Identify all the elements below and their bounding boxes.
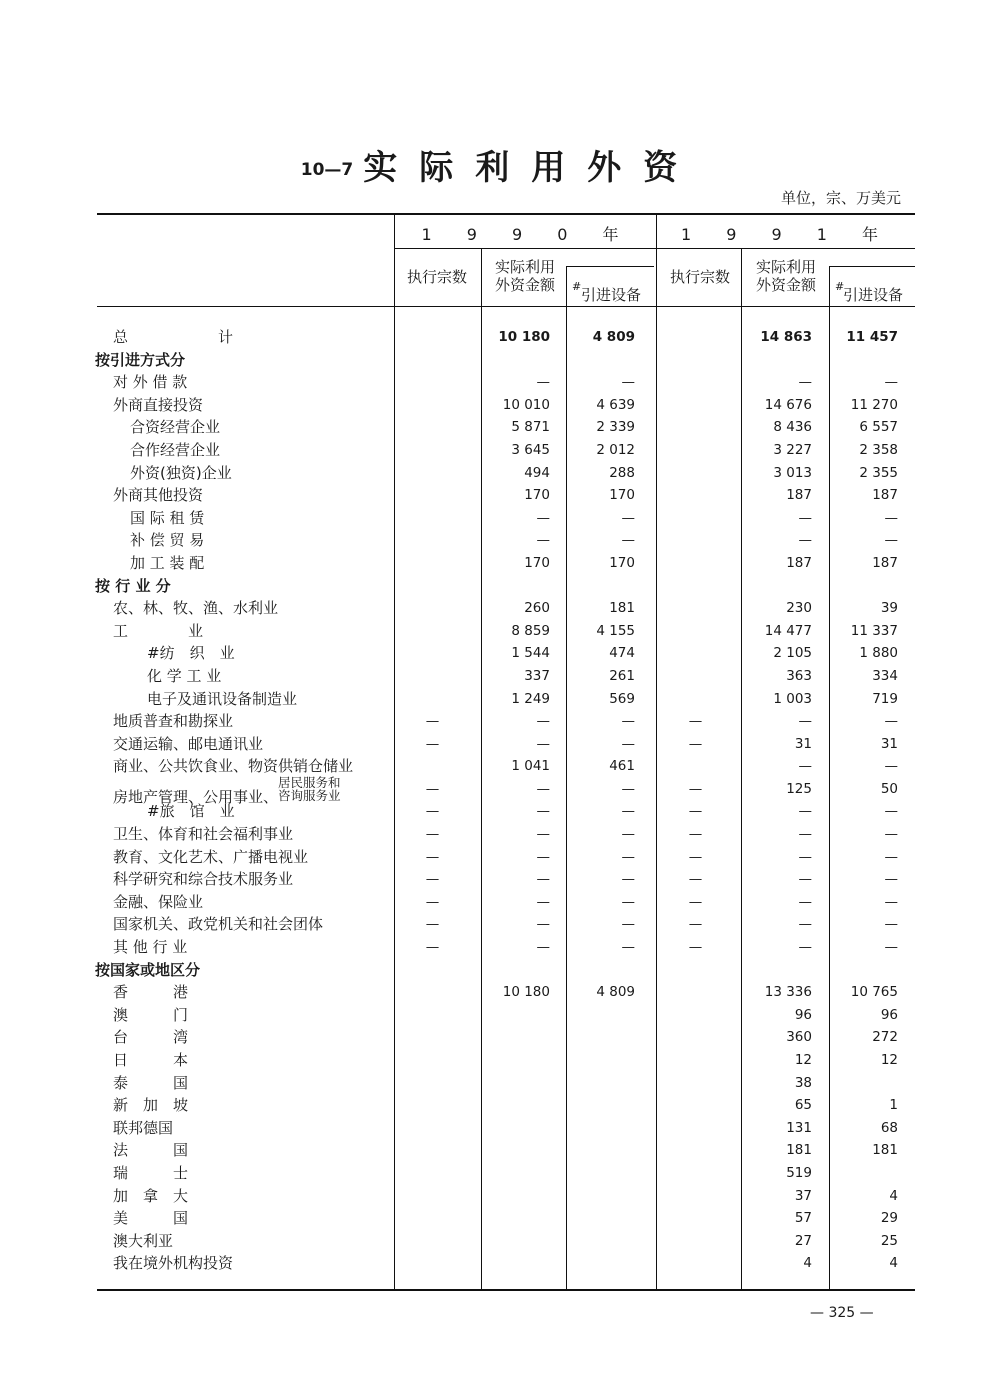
cases-1991-cell: — — [688, 893, 703, 910]
table-row — [0, 800, 1000, 823]
equip-subrule-1 — [566, 266, 654, 267]
top-rule — [97, 213, 915, 215]
equipment-1990-cell: 4 155 — [596, 622, 635, 639]
table-row — [0, 597, 1000, 620]
table-row — [0, 913, 1000, 936]
amount-1990-cell: — — [536, 826, 550, 843]
equipment-1991-cell: 68 — [880, 1119, 898, 1136]
amount-1991-cell: 65 — [794, 1097, 812, 1114]
equipment-1990-cell: 2 339 — [596, 419, 635, 436]
amount-1990-cell: 3 645 — [511, 441, 550, 458]
table-number: 10—7 — [300, 160, 354, 180]
table-row — [0, 1207, 1000, 1230]
row-label: 新 加 坡 — [113, 1096, 189, 1115]
amount-header-1991 — [744, 258, 828, 294]
equipment-1990-cell: — — [621, 735, 635, 752]
cases-1990-cell: — — [425, 826, 440, 843]
table-row — [0, 1004, 1000, 1027]
amount-1991-cell: — — [798, 803, 812, 820]
equipment-1991-cell: 25 — [880, 1232, 898, 1249]
amount-1991-cell: 3 013 — [773, 464, 812, 481]
table-row — [0, 774, 1000, 806]
equipment-1991-cell: — — [884, 509, 898, 526]
equipment-1990-cell: 261 — [609, 667, 635, 684]
bottom-rule — [97, 1289, 915, 1291]
row-label: 对 外 借 款 — [113, 373, 188, 392]
amount-1991-cell: 187 — [786, 487, 812, 504]
equipment-1990-cell: 474 — [609, 645, 635, 662]
amount-header-line1: 实际利用 — [494, 258, 555, 276]
table-row — [0, 416, 1000, 439]
amount-1991-cell: — — [798, 939, 812, 956]
equipment-1991-cell: 4 — [889, 1255, 898, 1272]
amount-1990-cell: 260 — [524, 600, 550, 617]
equipment-1990-cell: 288 — [609, 464, 635, 481]
amount-1990-cell: 170 — [524, 554, 550, 571]
equipment-1991-cell: — — [884, 893, 898, 910]
table-row — [0, 1230, 1000, 1253]
cases-1990-cell: — — [425, 848, 440, 865]
equipment-1991-cell: — — [884, 848, 898, 865]
equipment-1991-cell: 187 — [872, 554, 898, 571]
cases-1990-cell: — — [425, 780, 440, 797]
row-label: 化 学 工 业 — [147, 666, 222, 685]
amount-1991-cell: — — [798, 713, 812, 730]
equipment-1991-cell: — — [884, 374, 898, 391]
amount-1990-cell: 1 041 — [511, 758, 550, 775]
year-rule — [395, 248, 915, 249]
amount-1991-cell: — — [798, 893, 812, 910]
cases-header-1990: 执行宗数 — [406, 268, 467, 286]
subitem-mark: # — [835, 280, 845, 293]
title-text: 实际利用外资 — [363, 148, 700, 188]
equipment-1991-cell: 12 — [880, 1052, 898, 1068]
amount-1991-cell: 230 — [786, 600, 812, 617]
amount-1990-cell: — — [536, 735, 550, 752]
equipment-1991-cell: 719 — [872, 690, 898, 707]
amount-1991-cell: — — [798, 374, 812, 391]
amount-1990-cell: 10 180 — [498, 329, 550, 345]
row-label: 澳大利亚 — [113, 1231, 174, 1250]
equip-header-text: 引进设备 — [580, 286, 641, 304]
table-row — [0, 1252, 1000, 1275]
amount-1991-cell: — — [798, 848, 812, 865]
row-label: 美 国 — [113, 1209, 189, 1228]
row-label: 澳 门 — [113, 1005, 189, 1024]
equipment-1991-cell: 334 — [872, 667, 898, 684]
amount-1991-cell: — — [798, 871, 812, 888]
table-row — [0, 1139, 1000, 1162]
table-row — [0, 1072, 1000, 1095]
amount-1991-cell: — — [798, 758, 812, 775]
table-title — [0, 140, 1000, 189]
cases-1991-cell: — — [688, 848, 703, 865]
amount-1991-cell: 1 003 — [773, 690, 812, 707]
equipment-1991-cell: 39 — [880, 600, 898, 617]
row-label: 日 本 — [113, 1051, 189, 1069]
table-row — [0, 1094, 1000, 1117]
equipment-1990-cell: — — [621, 803, 635, 820]
row-label: 按 行 业 分 — [95, 576, 171, 595]
cases-1990-cell: — — [425, 803, 440, 820]
table-row — [0, 1049, 1000, 1072]
row-label: 瑞 士 — [113, 1163, 189, 1182]
table-row — [0, 484, 1000, 507]
row-label: 香 港 — [113, 983, 189, 1002]
table-row — [0, 642, 1000, 665]
equipment-1990-cell: 461 — [609, 758, 635, 775]
equipment-1991-cell: 11 337 — [850, 622, 898, 639]
equipment-1991-cell: 31 — [880, 735, 898, 752]
cases-1991-cell: — — [688, 713, 703, 730]
year-1991: 1 9 9 1 年 — [680, 225, 894, 244]
row-label: 交通运输、邮电通讯业 — [113, 734, 264, 753]
table-row — [0, 936, 1000, 959]
row-label: 工 业 — [113, 621, 204, 640]
table-row — [0, 349, 1000, 372]
table-row — [0, 1185, 1000, 1208]
amount-1991-cell: 125 — [786, 780, 812, 797]
equipment-1991-cell: — — [884, 916, 898, 933]
table-row — [0, 733, 1000, 756]
amount-1990-cell: — — [536, 916, 550, 933]
equipment-1990-cell: 569 — [609, 690, 635, 707]
row-label: 地质普查和勘探业 — [113, 712, 234, 731]
equipment-1991-cell: 4 — [889, 1187, 898, 1204]
equipment-1990-cell: 2 012 — [596, 441, 635, 458]
table-row — [0, 1117, 1000, 1140]
amount-1991-cell: 37 — [794, 1187, 812, 1204]
equipment-1990-cell: — — [621, 826, 635, 843]
equipment-1990-cell: — — [621, 939, 635, 956]
row-label: 总 计 — [113, 328, 234, 346]
equipment-1990-cell: — — [621, 374, 635, 391]
table-row — [0, 1026, 1000, 1049]
equipment-1991-cell: 272 — [872, 1029, 898, 1046]
amount-header-1990 — [484, 258, 566, 294]
row-label: 加 拿 大 — [113, 1186, 189, 1205]
equipment-1991-cell: — — [884, 713, 898, 730]
equipment-1990-cell: — — [621, 713, 635, 730]
cases-1991-cell: — — [688, 871, 703, 888]
equipment-1990-cell: 181 — [609, 600, 635, 617]
amount-1991-cell: — — [798, 509, 812, 526]
amount-1990-cell: — — [536, 713, 550, 730]
table-row — [0, 710, 1000, 733]
amount-1990-cell: — — [536, 532, 550, 549]
row-label: 国 际 租 赁 — [130, 508, 205, 527]
equipment-1991-cell: — — [884, 803, 898, 820]
row-label: 联邦德国 — [113, 1118, 174, 1137]
row-label: 外商直接投资 — [113, 395, 204, 414]
row-label-stacked-line1: 居民服务和 — [278, 774, 341, 790]
amount-1991-cell: 360 — [786, 1029, 812, 1046]
equipment-1990-cell: — — [621, 871, 635, 888]
amount-1990-cell: 10 010 — [502, 396, 550, 413]
row-label: 泰 国 — [113, 1073, 189, 1092]
row-label: 补 偿 贸 易 — [130, 531, 205, 550]
amount-1990-cell: — — [536, 871, 550, 888]
row-label: 教育、文化艺术、广播电视业 — [113, 847, 309, 866]
equipment-1991-cell: — — [884, 826, 898, 843]
equipment-1991-cell: 1 880 — [859, 645, 898, 662]
amount-1991-cell: 519 — [786, 1164, 812, 1181]
amount-1991-cell: — — [798, 532, 812, 549]
equipment-1991-cell: 181 — [872, 1142, 898, 1159]
amount-1991-cell: 131 — [786, 1119, 812, 1136]
cases-1990-cell: — — [425, 939, 440, 956]
amount-1990-cell: — — [536, 893, 550, 910]
table-row — [0, 823, 1000, 846]
cases-1991-cell: — — [688, 803, 703, 820]
table-row — [0, 868, 1000, 891]
table-row — [0, 846, 1000, 869]
table-row — [0, 326, 1000, 349]
table-row — [0, 507, 1000, 530]
row-label: 加 工 装 配 — [130, 553, 205, 572]
cases-1990-cell: — — [425, 735, 440, 752]
row-label: 金融、保险业 — [113, 892, 204, 911]
table-row — [0, 755, 1000, 778]
amount-1990-cell: — — [536, 780, 550, 797]
page-number: — 325 — — [810, 1305, 874, 1321]
equip-header-text: 引进设备 — [842, 286, 903, 304]
amount-1990-cell: — — [536, 803, 550, 820]
equipment-1990-cell: 170 — [609, 554, 635, 571]
subitem-mark: # — [572, 280, 582, 293]
row-label-main: 房地产管理、公用事业、 — [113, 787, 279, 806]
equipment-1991-cell: 2 355 — [859, 464, 898, 481]
row-label: 合资经营企业 — [130, 418, 221, 437]
amount-header-line1: 实际利用 — [755, 258, 816, 276]
table-row — [0, 552, 1000, 575]
equipment-1991-cell: — — [884, 939, 898, 956]
amount-1991-cell: 14 676 — [764, 396, 812, 413]
equipment-1990-cell: — — [621, 848, 635, 865]
row-label: 商业、公共饮食业、物资供销仓储业 — [113, 757, 354, 776]
amount-header-line2: 外资金额 — [494, 276, 555, 294]
cases-1991-cell: — — [688, 735, 703, 752]
equipment-1991-cell: 10 765 — [850, 984, 898, 1001]
row-label: 按国家或地区分 — [95, 960, 201, 979]
equipment-1990-cell: 4 639 — [596, 396, 635, 413]
table-row — [0, 620, 1000, 643]
amount-1990-cell: 337 — [524, 667, 550, 684]
cases-1990-cell: — — [425, 871, 440, 888]
table-body — [0, 326, 1000, 1275]
equipment-1991-cell: 187 — [872, 487, 898, 504]
equipment-1991-cell: — — [884, 871, 898, 888]
cases-1990-cell: — — [425, 916, 440, 933]
equipment-1990-cell: — — [621, 532, 635, 549]
table-row — [0, 394, 1000, 417]
amount-1991-cell: — — [798, 826, 812, 843]
row-label: 按引进方式分 — [95, 350, 186, 369]
row-label: 外商其他投资 — [113, 486, 204, 505]
row-label: 科学研究和综合技术服务业 — [113, 870, 294, 889]
amount-1991-cell: 3 227 — [773, 441, 812, 458]
equip-subrule-2 — [829, 266, 915, 267]
amount-1990-cell: 170 — [524, 487, 550, 504]
amount-1991-cell: 96 — [794, 1006, 812, 1023]
cases-1990-cell: — — [425, 713, 440, 730]
equipment-1991-cell: 1 — [889, 1097, 898, 1114]
cases-header-1991: 执行宗数 — [669, 268, 730, 286]
amount-1990-cell: 8 859 — [511, 622, 550, 639]
table-row — [0, 688, 1000, 711]
cases-1991-cell: — — [688, 939, 703, 956]
row-label: 合作经营企业 — [130, 440, 221, 459]
table-row — [0, 575, 1000, 598]
equipment-1991-cell: — — [884, 532, 898, 549]
amount-1991-cell: 187 — [786, 554, 812, 571]
table-row — [0, 1162, 1000, 1185]
equipment-1991-cell: 11 457 — [846, 329, 898, 345]
equip-header-1991 — [831, 280, 915, 304]
equipment-1991-cell: 29 — [880, 1210, 898, 1227]
equipment-1990-cell: — — [621, 916, 635, 933]
amount-1990-cell: 10 180 — [502, 984, 550, 1001]
equipment-1991-cell: 96 — [880, 1006, 898, 1023]
equipment-1991-cell: — — [884, 758, 898, 775]
amount-1991-cell: 12 — [794, 1052, 812, 1068]
equipment-1990-cell: 170 — [609, 487, 635, 504]
equip-header-1990 — [568, 280, 654, 304]
table-row — [0, 462, 1000, 485]
amount-1991-cell: 8 436 — [773, 419, 812, 436]
amount-1991-cell: 4 — [803, 1255, 812, 1272]
equipment-1990-cell: — — [621, 780, 635, 797]
row-label-stacked — [278, 776, 341, 802]
table-row — [0, 981, 1000, 1004]
amount-1991-cell: 363 — [786, 667, 812, 684]
amount-1991-cell: 38 — [794, 1074, 812, 1091]
equipment-1990-cell: — — [621, 893, 635, 910]
row-label: 我在境外机构投资 — [113, 1254, 234, 1273]
amount-header-line2: 外资金额 — [755, 276, 816, 294]
row-label-stacked-line2: 咨询服务业 — [278, 787, 341, 803]
amount-1991-cell: 31 — [794, 735, 812, 752]
amount-1990-cell: — — [536, 509, 550, 526]
amount-1990-cell: 494 — [524, 464, 550, 481]
amount-1990-cell: 1 544 — [511, 645, 550, 662]
row-label: 卫生、体育和社会福利事业 — [113, 825, 294, 844]
cases-1991-cell: — — [688, 916, 703, 933]
amount-1991-cell: 14 477 — [764, 622, 812, 639]
table-row — [0, 665, 1000, 688]
equipment-1990-cell: — — [621, 509, 635, 526]
amount-1991-cell: 13 336 — [764, 984, 812, 1001]
table-row — [0, 891, 1000, 914]
amount-1990-cell: — — [536, 848, 550, 865]
table-row — [0, 371, 1000, 394]
amount-1991-cell: 57 — [794, 1210, 812, 1227]
row-label: 外资(独资)企业 — [130, 463, 232, 482]
table-row — [0, 529, 1000, 552]
row-label: 法 国 — [113, 1141, 189, 1160]
amount-1990-cell: — — [536, 374, 550, 391]
row-label: 农、林、牧、渔、水利业 — [113, 599, 279, 618]
amount-1991-cell: 181 — [786, 1142, 812, 1159]
equipment-1991-cell: 2 358 — [859, 441, 898, 458]
amount-1990-cell: — — [536, 939, 550, 956]
row-label: 国家机关、政党机关和社会团体 — [113, 915, 324, 934]
row-label: 电子及通讯设备制造业 — [147, 689, 298, 708]
equipment-1990-cell: 4 809 — [592, 329, 635, 345]
row-label: 台 湾 — [113, 1028, 189, 1047]
row-label: #纺 织 业 — [147, 644, 235, 663]
cases-1991-cell: — — [688, 826, 703, 843]
row-label: 其 他 行 业 — [113, 938, 188, 957]
equipment-1991-cell: 50 — [880, 780, 898, 797]
amount-1990-cell: 1 249 — [511, 690, 550, 707]
cases-1990-cell: — — [425, 893, 440, 910]
table-row — [0, 959, 1000, 982]
unit-label: 单位，宗、万美元 — [780, 189, 901, 207]
header-bottom-rule — [97, 306, 915, 307]
equipment-1991-cell: 6 557 — [859, 419, 898, 436]
equipment-1990-cell: 4 809 — [596, 984, 635, 1001]
amount-1991-cell: — — [798, 916, 812, 933]
table-row — [0, 439, 1000, 462]
amount-1991-cell: 2 105 — [773, 645, 812, 662]
amount-1991-cell: 27 — [794, 1232, 812, 1249]
amount-1991-cell: 14 863 — [760, 329, 812, 345]
amount-1990-cell: 5 871 — [511, 419, 550, 436]
cases-1991-cell: — — [688, 780, 703, 797]
year-1990: 1 9 9 0 年 — [421, 225, 634, 244]
row-label: #旅 馆 业 — [147, 802, 235, 821]
equipment-1991-cell: 11 270 — [850, 396, 898, 413]
